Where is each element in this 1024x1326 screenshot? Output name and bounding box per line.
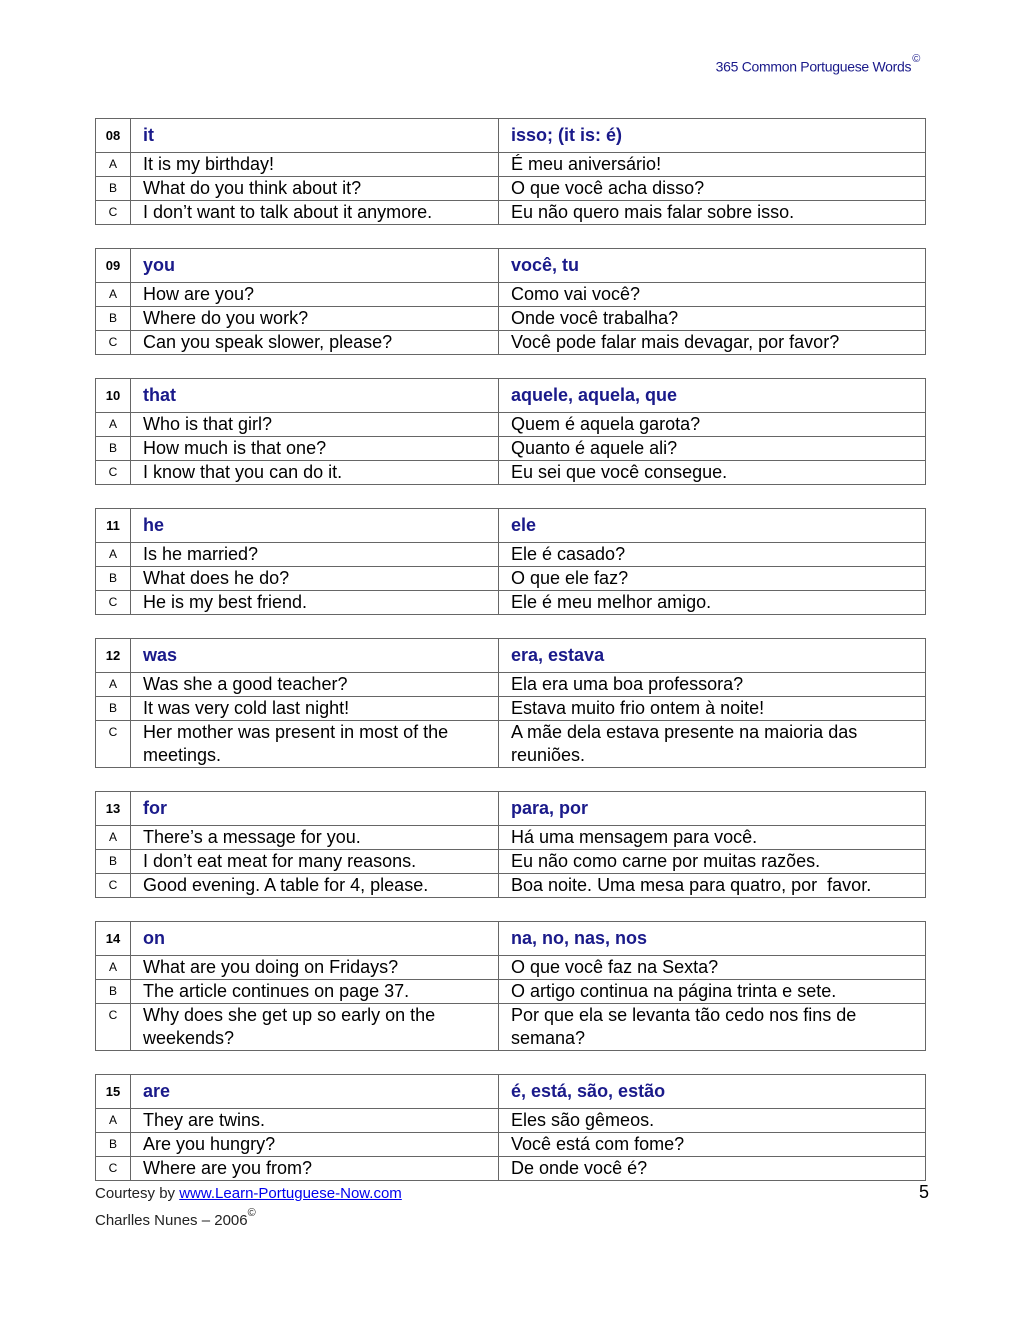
english-sentence: The article continues on page 37.: [131, 980, 499, 1004]
english-sentence: What does he do?: [131, 567, 499, 591]
word-row: [96, 792, 926, 826]
word-entry-11: [95, 508, 926, 615]
portuguese-translation: para, por: [499, 792, 926, 826]
example-letter: B: [96, 980, 131, 1004]
example-row: [96, 437, 926, 461]
word-row: [96, 249, 926, 283]
example-row: [96, 307, 926, 331]
portuguese-sentence: Por que ela se levanta tão cedo nos fins de semana?: [499, 1004, 926, 1051]
portuguese-translation: aquele, aquela, que: [499, 379, 926, 413]
example-letter: A: [96, 1109, 131, 1133]
example-row: [96, 874, 926, 898]
word-entry-10: [95, 378, 926, 485]
english-word: was: [131, 639, 499, 673]
english-word: on: [131, 922, 499, 956]
portuguese-sentence: De onde você é?: [499, 1157, 926, 1181]
word-number: 11: [96, 509, 131, 543]
portuguese-sentence: Eu não quero mais falar sobre isso.: [499, 201, 926, 225]
example-row: [96, 543, 926, 567]
english-sentence: It is my birthday!: [131, 153, 499, 177]
example-letter: A: [96, 543, 131, 567]
author-line: [95, 1205, 402, 1232]
portuguese-sentence: Ele é casado?: [499, 543, 926, 567]
english-sentence: Can you speak slower, please?: [131, 331, 499, 355]
word-entry-08: [95, 118, 926, 225]
example-row: [96, 673, 926, 697]
english-word: that: [131, 379, 499, 413]
english-sentence: Good evening. A table for 4, please.: [131, 874, 499, 898]
example-letter: A: [96, 413, 131, 437]
portuguese-sentence: Eles são gêmeos.: [499, 1109, 926, 1133]
portuguese-sentence: Como vai você?: [499, 283, 926, 307]
example-row: [96, 1004, 926, 1051]
word-number: 10: [96, 379, 131, 413]
word-entry-12: [95, 638, 926, 768]
example-row: [96, 591, 926, 615]
english-word: it: [131, 119, 499, 153]
word-entry-09: [95, 248, 926, 355]
author-name: Charlles Nunes – 2006: [95, 1212, 248, 1229]
example-letter: B: [96, 437, 131, 461]
example-letter: C: [96, 461, 131, 485]
word-row: [96, 1075, 926, 1109]
example-letter: C: [96, 721, 131, 768]
word-entry-13: [95, 791, 926, 898]
example-row: [96, 1157, 926, 1181]
portuguese-sentence: O que ele faz?: [499, 567, 926, 591]
example-row: [96, 1109, 926, 1133]
english-sentence: How are you?: [131, 283, 499, 307]
example-letter: A: [96, 826, 131, 850]
document-footer: [95, 1183, 402, 1232]
english-sentence: I don’t want to talk about it anymore.: [131, 201, 499, 225]
english-sentence: What do you think about it?: [131, 177, 499, 201]
english-sentence: I know that you can do it.: [131, 461, 499, 485]
portuguese-translation: isso; (it is: é): [499, 119, 926, 153]
document-header: [715, 53, 920, 75]
example-row: [96, 461, 926, 485]
english-sentence: Where do you work?: [131, 307, 499, 331]
english-sentence: There’s a message for you.: [131, 826, 499, 850]
english-word: he: [131, 509, 499, 543]
example-row: [96, 956, 926, 980]
portuguese-translation: ele: [499, 509, 926, 543]
example-letter: C: [96, 591, 131, 615]
example-letter: A: [96, 283, 131, 307]
portuguese-sentence: O que você acha disso?: [499, 177, 926, 201]
english-word: you: [131, 249, 499, 283]
portuguese-sentence: Ela era uma boa professora?: [499, 673, 926, 697]
example-row: [96, 826, 926, 850]
word-row: [96, 119, 926, 153]
example-letter: C: [96, 1157, 131, 1181]
word-entry-14: [95, 921, 926, 1051]
portuguese-sentence: Eu não como carne por muitas razões.: [499, 850, 926, 874]
example-letter: C: [96, 201, 131, 225]
word-number: 15: [96, 1075, 131, 1109]
portuguese-sentence: O que você faz na Sexta?: [499, 956, 926, 980]
portuguese-sentence: Você pode falar mais devagar, por favor?: [499, 331, 926, 355]
word-number: 08: [96, 119, 131, 153]
page-number: 5: [918, 1182, 929, 1202]
word-number: 14: [96, 922, 131, 956]
english-sentence: Who is that girl?: [131, 413, 499, 437]
courtesy-line: [95, 1183, 402, 1205]
portuguese-translation: você, tu: [499, 249, 926, 283]
portuguese-sentence: Boa noite. Uma mesa para quatro, por favor.: [499, 874, 926, 898]
header-title: 365 Common Portuguese Words: [715, 58, 912, 75]
word-number: 09: [96, 249, 131, 283]
example-row: [96, 980, 926, 1004]
courtesy-prefix: Courtesy by: [95, 1185, 180, 1202]
example-letter: B: [96, 1133, 131, 1157]
example-letter: B: [96, 697, 131, 721]
example-letter: B: [96, 567, 131, 591]
word-row: [96, 639, 926, 673]
portuguese-sentence: É meu aniversário!: [499, 153, 926, 177]
portuguese-sentence: Quanto é aquele ali?: [499, 437, 926, 461]
example-row: [96, 201, 926, 225]
english-word: are: [131, 1075, 499, 1109]
example-row: [96, 413, 926, 437]
website-link[interactable]: www.Learn-Portuguese-Now.com: [179, 1185, 402, 1202]
english-sentence: I don’t eat meat for many reasons.: [131, 850, 499, 874]
example-row: [96, 697, 926, 721]
portuguese-sentence: Você está com fome?: [499, 1133, 926, 1157]
english-sentence: What are you doing on Fridays?: [131, 956, 499, 980]
english-sentence: Her mother was present in most of the meetings.: [131, 721, 499, 768]
portuguese-sentence: Quem é aquela garota?: [499, 413, 926, 437]
example-row: [96, 721, 926, 768]
example-letter: C: [96, 1004, 131, 1051]
example-row: [96, 567, 926, 591]
english-sentence: Are you hungry?: [131, 1133, 499, 1157]
portuguese-sentence: Eu sei que você consegue.: [499, 461, 926, 485]
word-row: [96, 379, 926, 413]
english-sentence: They are twins.: [131, 1109, 499, 1133]
example-row: [96, 153, 926, 177]
english-sentence: Where are you from?: [131, 1157, 499, 1181]
example-letter: C: [96, 331, 131, 355]
footer-copyright-mark: ©: [247, 1207, 256, 1219]
portuguese-sentence: A mãe dela estava presente na maioria das reuniões.: [499, 721, 926, 768]
english-sentence: Why does she get up so early on the weekends?: [131, 1004, 499, 1051]
portuguese-translation: na, no, nas, nos: [499, 922, 926, 956]
copyright-mark: ©: [912, 53, 920, 65]
word-number: 12: [96, 639, 131, 673]
example-row: [96, 177, 926, 201]
portuguese-sentence: Ele é meu melhor amigo.: [499, 591, 926, 615]
example-letter: B: [96, 850, 131, 874]
portuguese-translation: era, estava: [499, 639, 926, 673]
vocabulary-list: [95, 118, 925, 1204]
example-row: [96, 850, 926, 874]
example-letter: A: [96, 956, 131, 980]
english-sentence: He is my best friend.: [131, 591, 499, 615]
portuguese-sentence: O artigo continua na página trinta e sete.: [499, 980, 926, 1004]
english-sentence: Was she a good teacher?: [131, 673, 499, 697]
example-letter: A: [96, 153, 131, 177]
portuguese-sentence: Onde você trabalha?: [499, 307, 926, 331]
english-word: for: [131, 792, 499, 826]
word-row: [96, 922, 926, 956]
example-letter: A: [96, 673, 131, 697]
example-row: [96, 331, 926, 355]
english-sentence: It was very cold last night!: [131, 697, 499, 721]
english-sentence: Is he married?: [131, 543, 499, 567]
english-sentence: How much is that one?: [131, 437, 499, 461]
portuguese-sentence: Estava muito frio ontem à noite!: [499, 697, 926, 721]
example-row: [96, 1133, 926, 1157]
word-row: [96, 509, 926, 543]
portuguese-sentence: Há uma mensagem para você.: [499, 826, 926, 850]
example-row: [96, 283, 926, 307]
example-letter: B: [96, 177, 131, 201]
word-number: 13: [96, 792, 131, 826]
portuguese-translation: é, está, são, estão: [499, 1075, 926, 1109]
example-letter: B: [96, 307, 131, 331]
example-letter: C: [96, 874, 131, 898]
word-entry-15: [95, 1074, 926, 1181]
